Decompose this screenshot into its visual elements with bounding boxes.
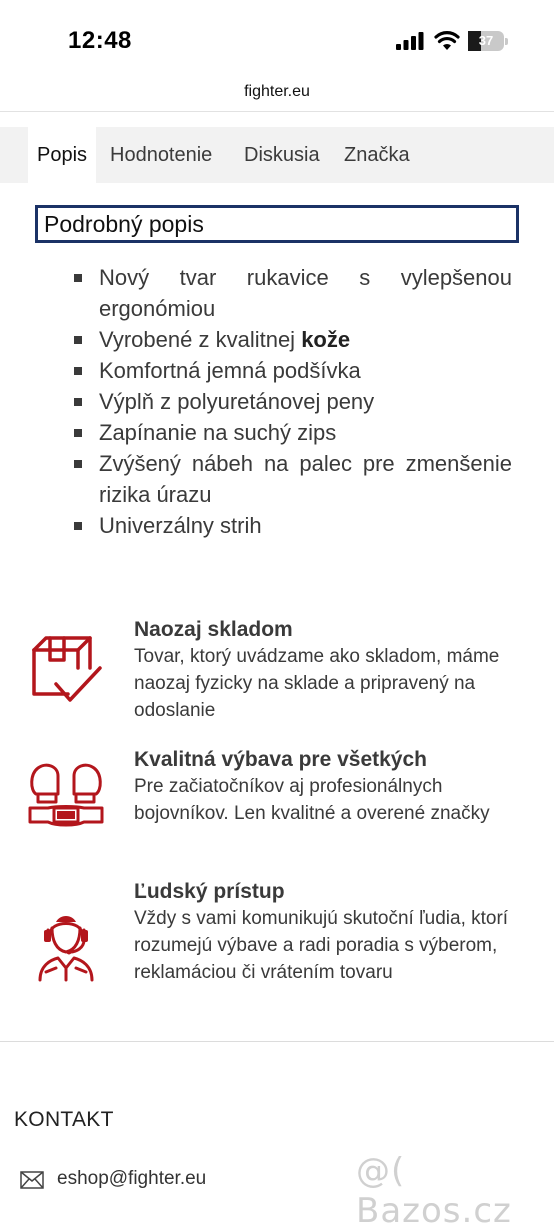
bold-text: kože [301,327,351,352]
tab-hodnotenie[interactable]: Hodnotenie [110,144,213,166]
boxing-gloves-belt-icon [26,760,106,840]
package-check-icon [26,632,106,712]
list-item: Univerzálny strih [74,510,512,541]
status-bar [0,0,554,78]
tab-znacka[interactable]: Značka [344,144,410,166]
address-bar[interactable] [0,78,554,112]
support-agent-icon [26,906,106,986]
benefit-text: Vždy s vami komunikujú skutoční ľudia, ktorí rozumejú výbave a radi poradia s výberom, reklamáciou či vrátením tovaru [134,908,509,983]
list-item: Vyrobené z kvalitnej kože [74,324,512,355]
tab-popis[interactable]: Popis [28,127,96,183]
benefit-title: Kvalitná výbava pre všetkých [134,748,427,771]
benefit-title: Ľudský prístup [134,880,285,903]
benefit-title: Naozaj skladom [134,618,293,641]
contact-heading: KONTAKT [14,1108,114,1131]
benefit-text: Pre začiatočníkov aj profesionálnych bojovníkov. Len kvalitné a overené značky [134,776,490,824]
mail-icon [20,1171,44,1189]
list-item: Zvýšený nábeh na palec pre zmenšenie rizika úrazu [74,448,512,510]
benefit-text: Tovar, ktorý uvádzame ako skladom, máme naozaj fyzicky na sklade a pripravený na odoslanie [134,646,500,721]
tab-diskusia[interactable]: Diskusia [244,144,320,166]
battery-icon [468,31,508,51]
list-item: Výplň z polyuretánovej peny [74,386,512,417]
contact-email-link[interactable]: eshop@fighter.eu [57,1168,207,1189]
list-item: Komfortná jemná podšívka [74,355,512,386]
list-item: Nový tvar rukavice s vylepšenou ergonómiou [74,262,512,324]
product-tabs [0,127,554,183]
signal-bars-icon [396,32,424,50]
wifi-icon [434,29,460,51]
detail-description-heading: Podrobný popis [35,205,519,243]
watermark: @( Bazos.cz [356,1151,512,1231]
list-item: Zapínanie na suchý zips [74,417,512,448]
feature-list [74,262,512,541]
status-time: 12:48 [68,27,132,54]
section-divider [0,1041,554,1042]
battery-level: 37 [478,33,494,48]
url-text[interactable]: fighter.eu [244,83,310,100]
